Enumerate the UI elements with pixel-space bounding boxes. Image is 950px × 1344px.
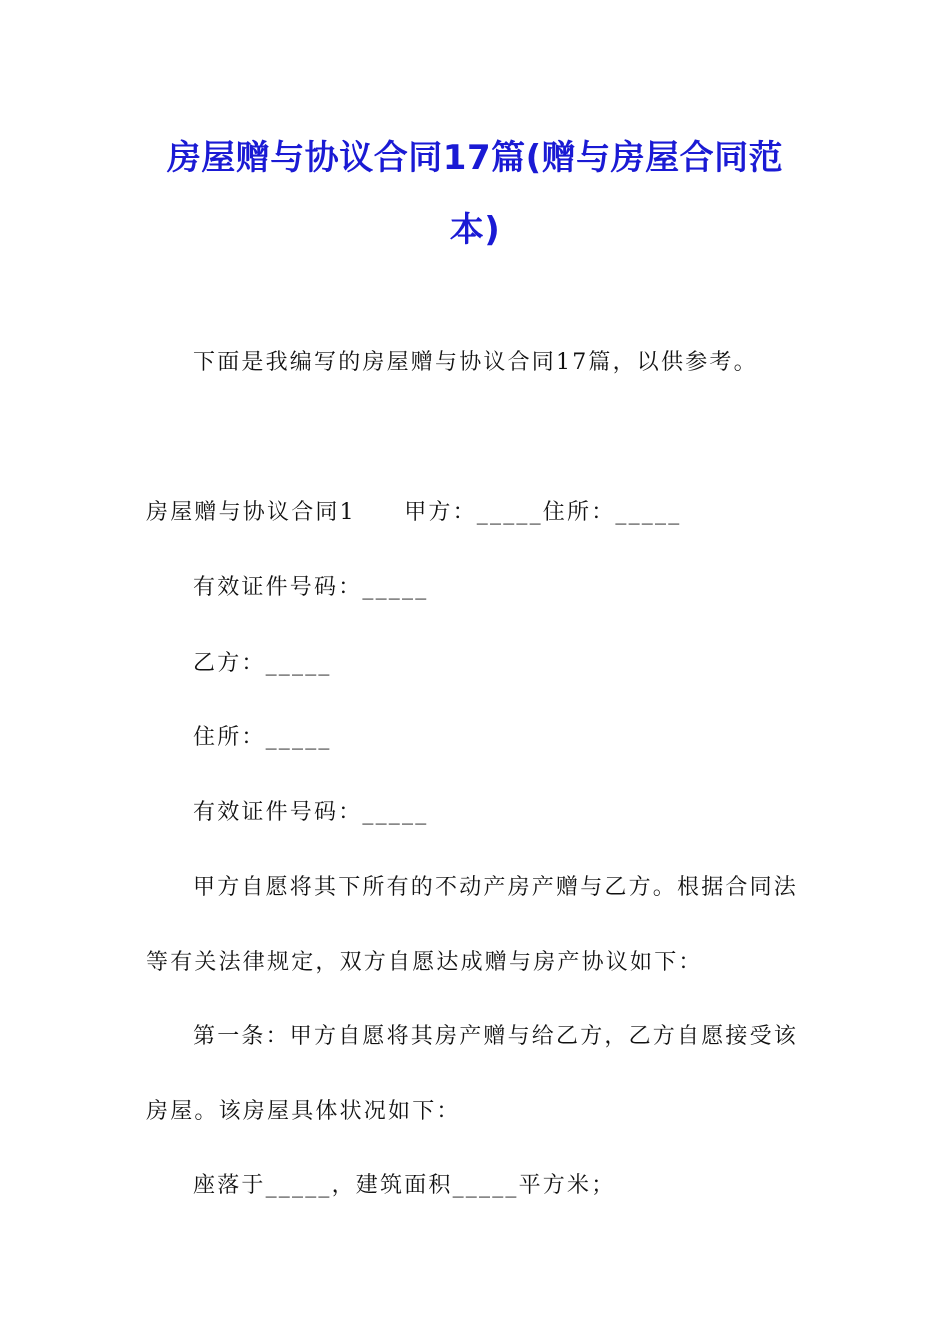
paragraph-1-line-2: 等有关法律规定，双方自愿达成赠与房产协议如下： — [146, 950, 703, 975]
contract-heading-line: 房屋赠与协议合同1 甲方：_____住所：_____ — [146, 500, 682, 525]
document-title-line-1: 房屋赠与协议合同17篇(赠与房屋合同范 — [166, 138, 784, 178]
property-location-line: 座落于_____，建筑面积_____平方米； — [193, 1173, 616, 1198]
intro-paragraph: 下面是我编写的房屋赠与协议合同17篇，以供参考。 — [193, 350, 758, 375]
article-1-line-1: 第一条：甲方自愿将其房产赠与给乙方，乙方自愿接受该 — [193, 1024, 799, 1049]
document-title-line-2: 本) — [449, 210, 501, 250]
party-b-id-line: 有效证件号码：_____ — [193, 800, 429, 825]
article-1-line-2: 房屋。该房屋具体状况如下： — [146, 1099, 461, 1124]
party-b-line: 乙方：_____ — [193, 651, 332, 676]
party-b-address-line: 住所：_____ — [193, 725, 332, 750]
paragraph-1-line-1: 甲方自愿将其下所有的不动产房产赠与乙方。根据合同法 — [193, 875, 799, 900]
party-a-id-line: 有效证件号码：_____ — [193, 575, 429, 600]
